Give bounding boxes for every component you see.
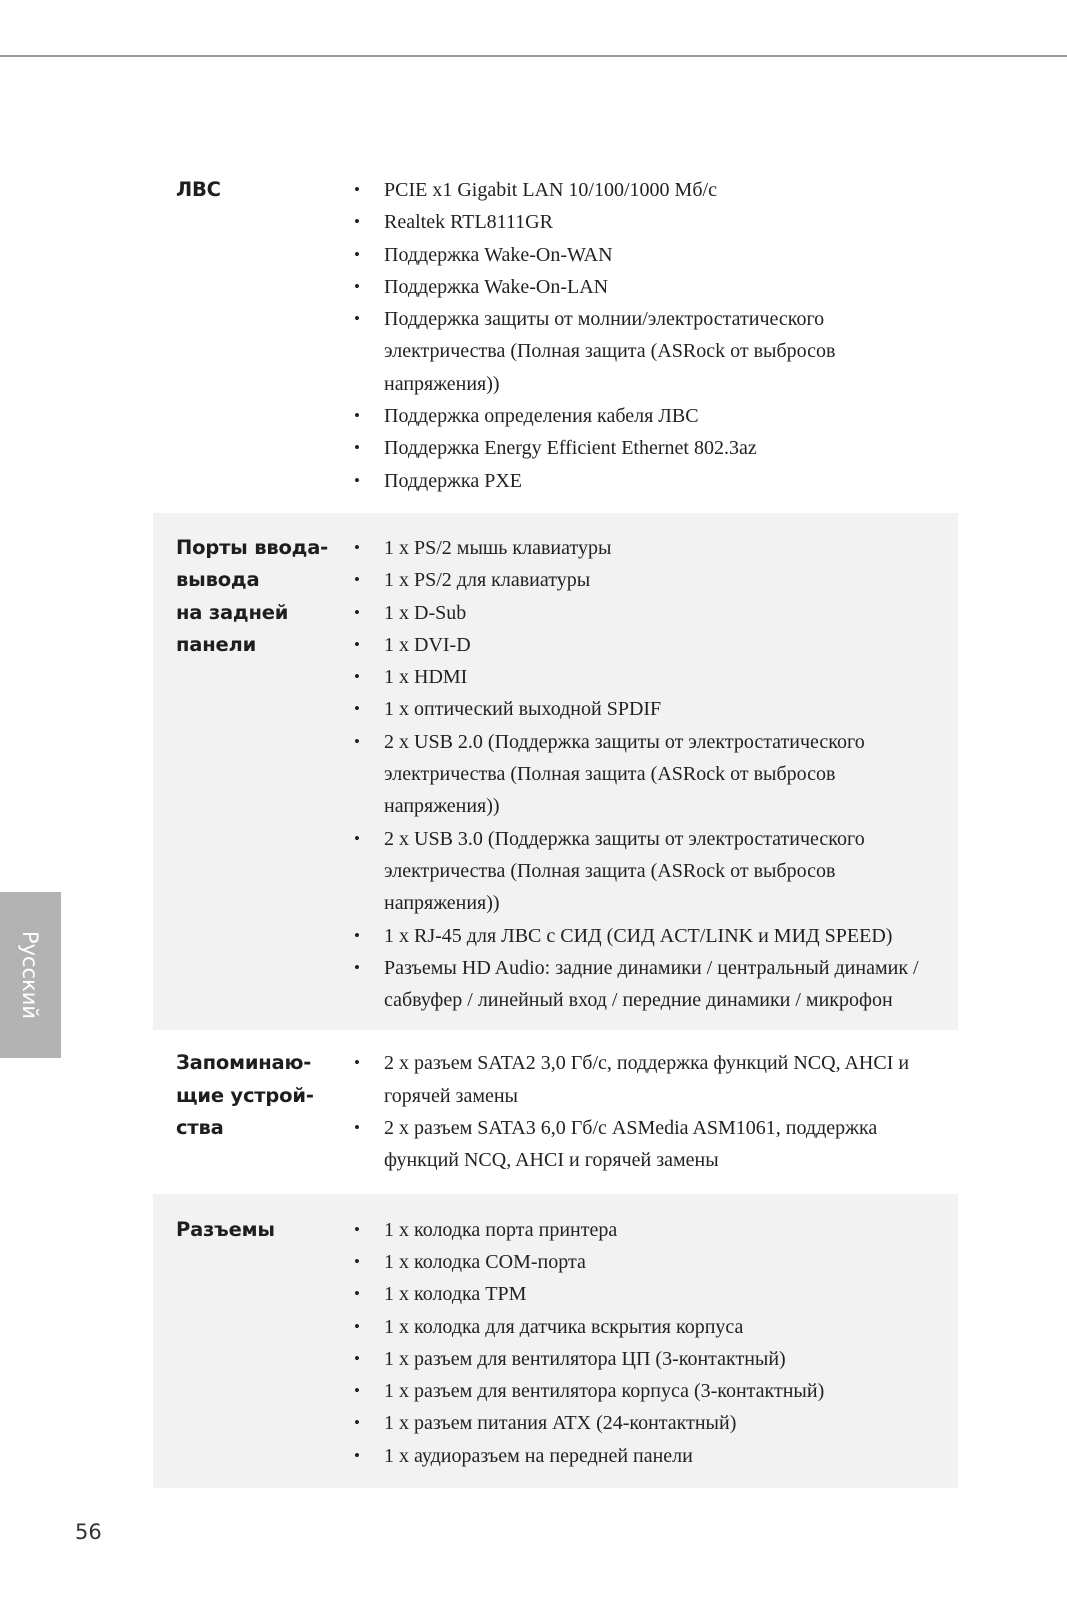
section-label-line: Разъемы — [176, 1217, 275, 1241]
list-item: • Разъемы HD Audio: задние динамики / центральный динамик / сабвуфер / линейный вход / передние динамики / микрофон — [354, 952, 944, 1017]
list-item: • 2 x USB 2.0 (Поддержка защиты от электростатического электричества (Полная защита (ASRock от выбросов напряжения)) — [354, 726, 944, 823]
section-label-line: на задней — [176, 600, 289, 624]
section-label-line: Запоминаю- — [176, 1051, 312, 1075]
spec-section-storage — [153, 1030, 958, 1193]
page-number: 56 — [75, 1520, 102, 1544]
section-label — [153, 174, 354, 497]
list-item: • 1 x HDMI — [354, 661, 944, 693]
language-side-tab — [0, 892, 61, 1058]
list-item: • 1 x колодка порта принтера — [354, 1214, 944, 1246]
spec-table — [153, 162, 958, 1488]
list-item: • Поддержка PXE — [354, 465, 944, 497]
section-label-line: ства — [176, 1116, 224, 1140]
section-label — [153, 1047, 354, 1176]
list-item: • 1 x оптический выходной SPDIF — [354, 693, 944, 725]
header-rule — [0, 55, 1067, 57]
list-item: • 1 x разъем питания ATX (24-контактный) — [354, 1407, 944, 1439]
spec-list — [354, 1047, 944, 1176]
list-item: • Поддержка Energy Efficient Ethernet 802.3az — [354, 432, 944, 464]
spec-list — [354, 174, 944, 497]
list-item: • 1 x разъем для вентилятора корпуса (3-контактный) — [354, 1375, 944, 1407]
list-item: • 1 x аудиоразъем на передней панели — [354, 1440, 944, 1472]
section-label-line: вывода — [176, 568, 260, 592]
spec-list — [354, 532, 944, 1016]
list-item: • 1 x DVI-D — [354, 629, 944, 661]
list-item: • 1 x колодка TPM — [354, 1278, 944, 1310]
list-item: • 1 x колодка для датчика вскрытия корпуса — [354, 1311, 944, 1343]
section-label-line: панели — [176, 633, 257, 657]
language-tab-label: Русский — [18, 930, 42, 1020]
spec-section-lan — [153, 162, 958, 513]
list-item: • 1 x разъем для вентилятора ЦП (3-контактный) — [354, 1343, 944, 1375]
list-item: • 2 x разъем SATA3 6,0 Гб/с ASMedia ASM1061, поддержка функций NCQ, AHCI и горячей замены — [354, 1112, 944, 1177]
spec-list — [354, 1214, 944, 1472]
list-item: • 1 x PS/2 для клавиатуры — [354, 564, 944, 596]
list-item: • PCIE x1 Gigabit LAN 10/100/1000 Мб/с — [354, 174, 944, 206]
section-label-line: щие устрой- — [176, 1083, 314, 1107]
list-item: • Поддержка Wake-On-LAN — [354, 271, 944, 303]
list-item: • 2 x разъем SATA2 3,0 Гб/с, поддержка функций NCQ, AHCI и горячей замены — [354, 1047, 944, 1112]
section-label — [153, 1214, 354, 1472]
section-label-line: Порты ввода- — [176, 535, 329, 559]
section-label — [153, 532, 354, 1016]
list-item: • 2 x USB 3.0 (Поддержка защиты от электростатического электричества (Полная защита (ASRock от выбросов напряжения)) — [354, 823, 944, 920]
spec-section-rear-io — [153, 513, 958, 1030]
list-item: • 1 x PS/2 мышь клавиатуры — [354, 532, 944, 564]
spec-section-connectors — [153, 1194, 958, 1488]
list-item: • 1 x D-Sub — [354, 597, 944, 629]
list-item: • 1 x RJ-45 для ЛВС с СИД (СИД ACT/LINK и МИД SPEED) — [354, 920, 944, 952]
list-item: • Realtek RTL8111GR — [354, 206, 944, 238]
list-item: • Поддержка Wake-On-WAN — [354, 239, 944, 271]
section-label-line: ЛВС — [176, 178, 221, 201]
list-item: • Поддержка защиты от молнии/электростатического электричества (Полная защита (ASRock от выбросов напряжения)) — [354, 303, 944, 400]
list-item: • 1 x колодка COM-порта — [354, 1246, 944, 1278]
list-item: • Поддержка определения кабеля ЛВС — [354, 400, 944, 432]
